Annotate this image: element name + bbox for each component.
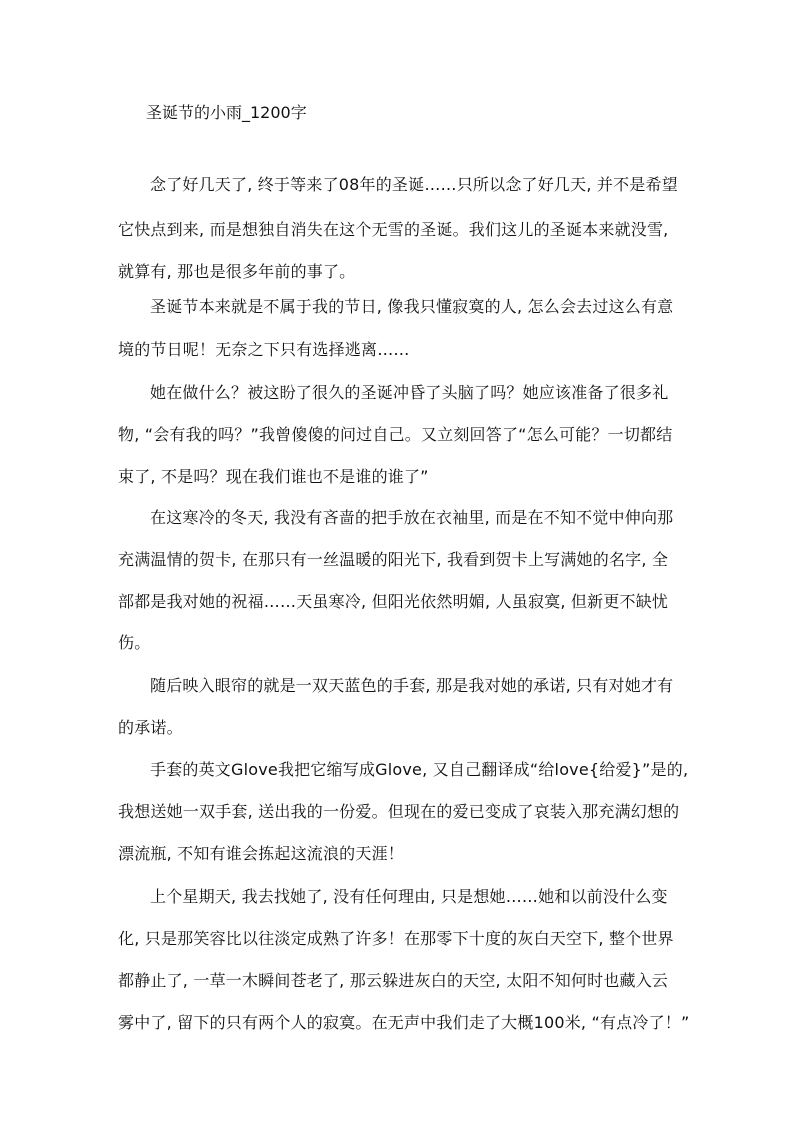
text-line: 物, “会有我的吗？”我曾傻傻的问过自己。又立刻回答了“怎么可能？一切都结 bbox=[118, 425, 673, 444]
text-line: 境的节日呢！无奈之下只有选择逃离…… bbox=[118, 340, 410, 359]
text-line: 部都是我对她的祝福……天虽寒冷, 但阳光依然明媚, 人虽寂寞, 但新更不缺忧 bbox=[118, 592, 669, 611]
text-line: 都静止了, 一草一木瞬间苍老了, 那云躲进灰白的天空, 太阳不知何时也藏入云 bbox=[118, 971, 669, 990]
text-line: 伤。 bbox=[118, 633, 151, 652]
text-line: 充满温情的贺卡, 在那只有一丝温暖的阳光下, 我看到贺卡上写满她的名字, 全 bbox=[118, 550, 669, 569]
text-line: 束了, 不是吗？现在我们谁也不是谁的谁了” bbox=[118, 467, 429, 486]
document-title: 圣诞节的小雨_1200字 bbox=[146, 103, 307, 122]
text-line: 念了好几天了, 终于等来了08年的圣诞……只所以念了好几天, 并不是希望 bbox=[150, 175, 678, 194]
text-line: 的承诺。 bbox=[118, 718, 183, 737]
text-line: 她在做什么？被这盼了很久的圣诞冲昏了头脑了吗？她应该准备了很多礼 bbox=[150, 383, 669, 402]
text-line: 手套的英文Glove我把它缩写成Glove, 又自己翻译成“给love{给爱}”是的, bbox=[150, 760, 689, 779]
text-line: 随后映入眼帘的就是一双天蓝色的手套, 那是我对她的承诺, 只有对她才有 bbox=[150, 676, 674, 695]
text-line: 在这寒冷的冬天, 我没有吝啬的把手放在衣袖里, 而是在不知不觉中伸向那 bbox=[150, 508, 674, 527]
text-line: 我想送她一双手套, 送出我的一份爱。但现在的爱已变成了哀装入那充满幻想的 bbox=[118, 802, 680, 821]
text-line: 就算有, 那也是很多年前的事了。 bbox=[118, 262, 356, 281]
text-line: 圣诞节本来就是不属于我的节日, 像我只懂寂寞的人, 怎么会去过这么有意 bbox=[150, 297, 674, 316]
text-line: 漂流瓶, 不知有谁会拣起这流浪的天涯！ bbox=[118, 844, 404, 863]
text-line: 雾中了, 留下的只有两个人的寂寞。在无声中我们走了大概100米, “有点冷了！” bbox=[118, 1013, 690, 1032]
text-line: 化, 只是那笑容比以往淡定成熟了许多！在那零下十度的灰白天空下, 整个世界 bbox=[118, 929, 674, 948]
text-line: 上个星期天, 我去找她了, 没有任何理由, 只是想她……她和以前没什么变 bbox=[150, 887, 668, 906]
text-line: 它快点到来, 而是想独自消失在这个无雪的圣诞。我们这儿的圣诞本来就没雪, bbox=[118, 220, 669, 239]
